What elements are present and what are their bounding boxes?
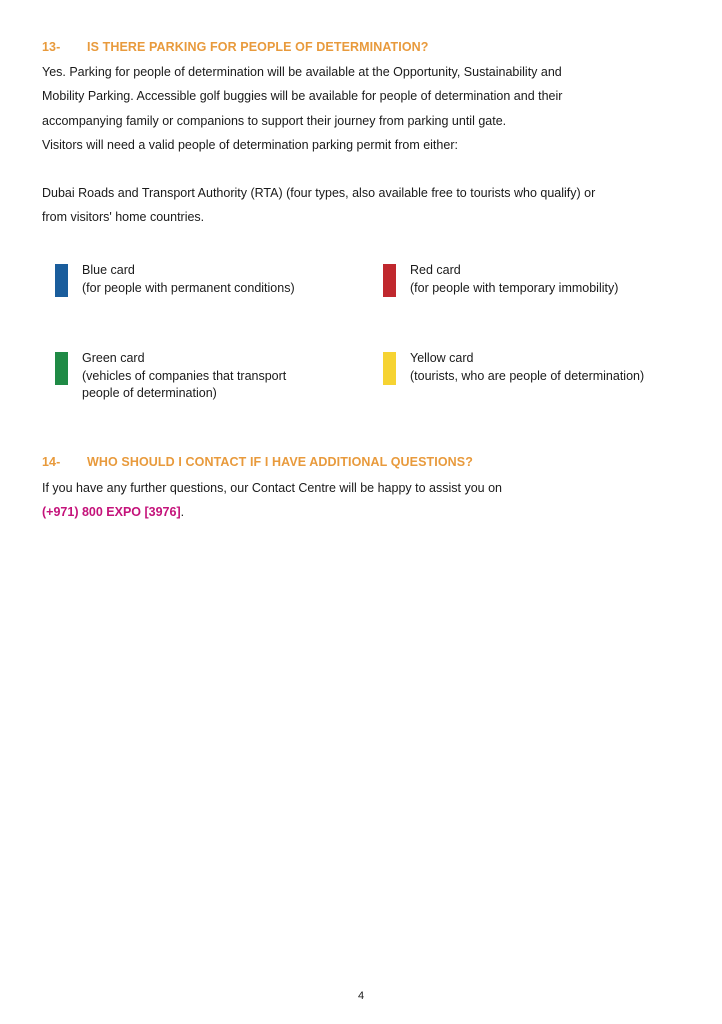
card-desc: (tourists, who are people of determination) [410, 368, 645, 383]
q13-paragraph [42, 60, 692, 158]
q13-line: Mobility Parking. Accessible golf buggies will be available for people of determination and their [42, 89, 563, 104]
q13-line: Yes. Parking for people of determination will be available at the Opportunity, Sustainability and [42, 65, 562, 79]
q13-line: from visitors' home countries. [42, 210, 205, 225]
card-desc: (vehicles of companies that transport [82, 368, 287, 383]
blue-swatch [55, 264, 68, 297]
red-swatch [383, 264, 396, 297]
card-desc: people of determination) [82, 386, 217, 400]
q13-line: Visitors will need a valid people of determination parking permit from either: [42, 138, 458, 153]
q14-number: 14- [42, 455, 61, 469]
q13-title: IS THERE PARKING FOR PEOPLE OF DETERMINATION? [87, 40, 429, 54]
q13-line: accompanying family or companions to support their journey from parking until gate. [42, 113, 507, 128]
card-name: Red card [410, 263, 461, 277]
q13-heading [42, 40, 429, 54]
card-desc: (for people with temporary immobility) [410, 280, 619, 295]
q14-paragraph [42, 476, 692, 525]
green-swatch [55, 352, 68, 385]
q14-heading [42, 455, 473, 469]
q14-title: WHO SHOULD I CONTACT IF I HAVE ADDITIONAL QUESTIONS? [87, 455, 473, 469]
contact-phone-link[interactable]: (+971) 800 EXPO [3976] [42, 505, 181, 520]
phone-trailing-period: . [180, 505, 185, 520]
q13-paragraph-2 [42, 181, 692, 230]
q14-line: If you have any further questions, our Contact Centre will be happy to assist you on [42, 481, 502, 495]
card-name: Blue card [82, 263, 135, 277]
page-number: 4 [357, 990, 365, 1002]
q13-number: 13- [42, 40, 61, 54]
q13-line: Dubai Roads and Transport Authority (RTA) (four types, also available free to tourists who qualify) or [42, 186, 596, 200]
card-name: Yellow card [410, 351, 474, 365]
card-name: Green card [82, 351, 145, 365]
card-desc: (for people with permanent conditions) [82, 280, 295, 295]
yellow-swatch [383, 352, 396, 385]
